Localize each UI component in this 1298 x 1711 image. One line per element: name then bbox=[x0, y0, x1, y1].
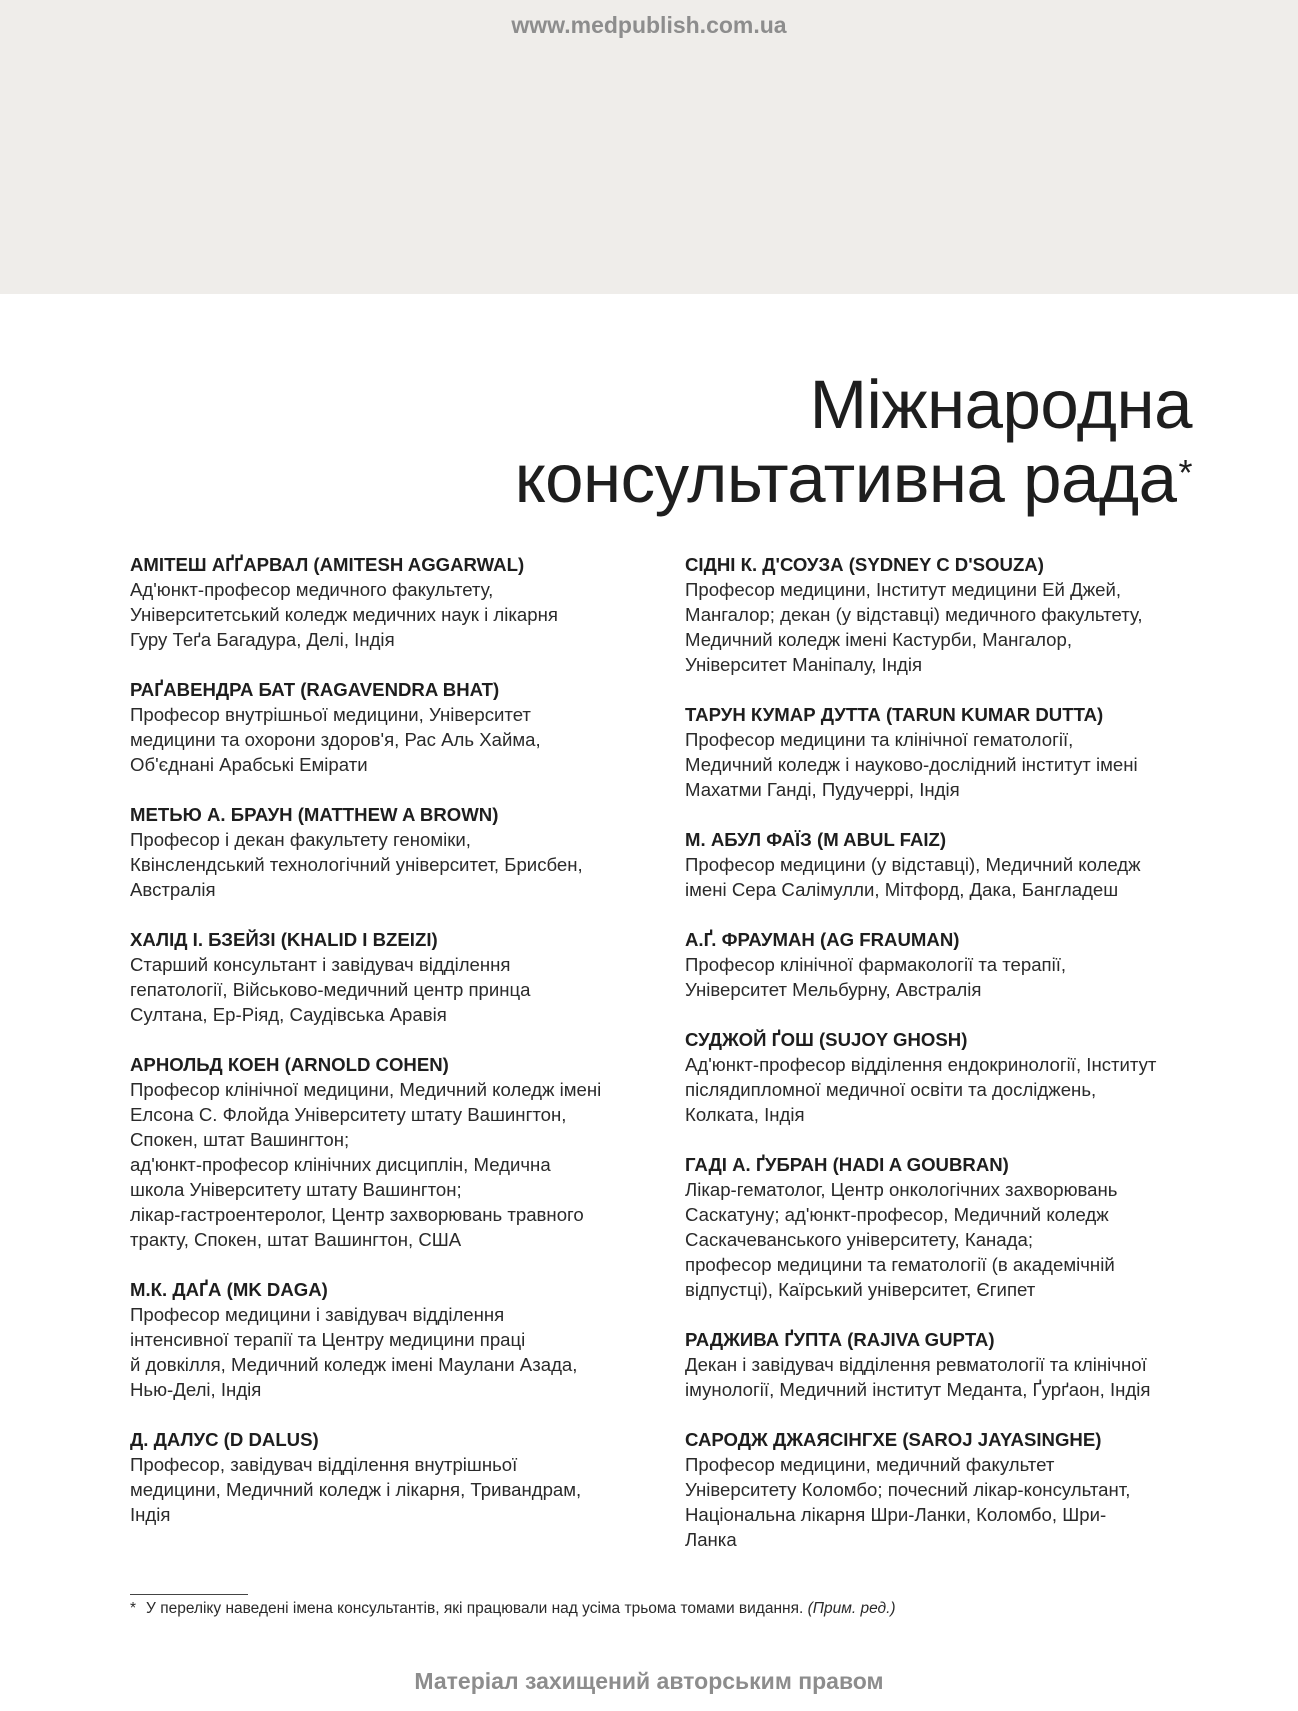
advisor-affiliation-line: Ад'юнкт-професор медичного факультету, bbox=[130, 579, 494, 600]
advisor-affiliation-line: медицини та охорони здоров'я, Рас Аль Хайма, bbox=[130, 729, 541, 750]
advisor-affiliation-line: Лікар-гематолог, Центр онкологічних захворювань bbox=[685, 1179, 1118, 1200]
advisor-name: РАҐАВЕНДРА БАТ (RAGAVENDRA BHAT) bbox=[130, 679, 500, 700]
advisor-name: Д. ДАЛУС (D DALUS) bbox=[130, 1429, 319, 1450]
advisor-affiliation-line: Квінслендський технологічний університет, Брисбен, bbox=[130, 854, 583, 875]
advisor-entry bbox=[685, 1327, 1195, 1402]
advisor-affiliation-line: імені Сера Салімулли, Мітфорд, Дака, Бангладеш bbox=[685, 879, 1119, 900]
advisor-affiliation-line: Університет Маніпалу, Індія bbox=[685, 654, 923, 675]
advisor-name: АМІТЕШ АҐҐАРВАЛ (AMITESH AGGARWAL) bbox=[130, 554, 525, 575]
advisor-affiliation-line: післядипломної медичної освіти та досліджень, bbox=[685, 1079, 1097, 1100]
advisors-column-left bbox=[130, 552, 660, 1552]
advisor-affiliation-line: тракту, Спокен, штат Вашингтон, США bbox=[130, 1229, 462, 1250]
advisor-affiliation-line: Султана, Ер-Ріяд, Саудівська Аравія bbox=[130, 1004, 447, 1025]
advisor-name: САРОДЖ ДЖАЯСІНГХЕ (SAROJ JAYASINGHE) bbox=[685, 1429, 1102, 1450]
advisor-affiliation-line: Університетський коледж медичних наук і лікарня bbox=[130, 604, 558, 625]
advisor-affiliation-line: Професор і декан факультету геноміки, bbox=[130, 829, 471, 850]
advisor-affiliation-line: Професор медицини та клінічної гематології, bbox=[685, 729, 1074, 750]
advisor-affiliation-line: Університет Мельбурну, Австралія bbox=[685, 979, 982, 1000]
header-band bbox=[0, 0, 1298, 294]
advisor-entry bbox=[130, 1052, 660, 1252]
advisor-entry bbox=[130, 552, 660, 652]
footnote-text: У переліку наведені імена консультантів, які працювали над усіма трьома томами видання. bbox=[146, 1600, 804, 1617]
advisor-entry bbox=[130, 1427, 660, 1527]
advisor-affiliation-line: Нью-Делі, Індія bbox=[130, 1379, 262, 1400]
title-line-1: Міжнародна bbox=[809, 366, 1192, 443]
advisor-name: АРНОЛЬД КОЕН (ARNOLD COHEN) bbox=[130, 1054, 449, 1075]
advisor-affiliation-line: ад'юнкт-професор клінічних дисциплін, Медична bbox=[130, 1154, 551, 1175]
footnote-editor-note: (Прим. ред.) bbox=[807, 1600, 896, 1617]
advisor-affiliation-line: Професор внутрішньої медицини, Університет bbox=[130, 704, 531, 725]
advisor-affiliation-line: відпустці), Каїрський університет, Єгипет bbox=[685, 1279, 1036, 1300]
title-footnote-mark: * bbox=[1178, 452, 1192, 493]
advisor-affiliation-line: Національна лікарня Шри-Ланки, Коломбо, Шри- bbox=[685, 1504, 1107, 1525]
footnote-divider bbox=[130, 1594, 248, 1595]
advisor-affiliation-line: Саскачеванського університету, Канада; bbox=[685, 1229, 1033, 1250]
advisor-name: СІДНІ К. Д'СОУЗА (SYDNEY C D'SOUZA) bbox=[685, 554, 1044, 575]
advisor-affiliation-line: школа Університету штату Вашингтон; bbox=[130, 1179, 462, 1200]
advisor-affiliation-line: Гуру Теґа Багадура, Делі, Індія bbox=[130, 629, 395, 650]
advisor-name: СУДЖОЙ ҐОШ (SUJOY GHOSH) bbox=[685, 1029, 968, 1050]
advisor-affiliation-line: Старший консультант і завідувач відділення bbox=[130, 954, 511, 975]
advisor-entry bbox=[685, 702, 1195, 802]
advisor-affiliation-line: Медичний коледж імені Кастурби, Мангалор, bbox=[685, 629, 1073, 650]
advisor-name: М. АБУЛ ФАЇЗ (M ABUL FAIZ) bbox=[685, 829, 947, 850]
copyright-notice: Матеріал захищений авторським правом bbox=[414, 1668, 884, 1694]
advisor-affiliation-line: медицини, Медичний коледж і лікарня, Тривандрам, bbox=[130, 1479, 582, 1500]
advisor-entry bbox=[685, 1027, 1195, 1127]
title-line-2: консультативна рада bbox=[514, 440, 1177, 517]
advisor-entry bbox=[685, 552, 1195, 677]
advisor-affiliation-line: Професор медицини (у відставці), Медичний коледж bbox=[685, 854, 1141, 875]
advisor-affiliation-line: інтенсивної терапії та Центру медицини праці bbox=[130, 1329, 526, 1350]
site-url[interactable]: www.medpublish.com.ua bbox=[511, 12, 787, 38]
advisor-affiliation-line: Медичний коледж і науково-дослідний інститут імені bbox=[685, 754, 1138, 775]
advisor-entry bbox=[130, 1277, 660, 1402]
advisor-affiliation-line: Декан і завідувач відділення ревматології та клінічної bbox=[685, 1354, 1147, 1375]
advisor-affiliation-line: Професор медицини і завідувач відділення bbox=[130, 1304, 505, 1325]
advisor-entry bbox=[685, 827, 1195, 902]
advisor-name: А.Ґ. ФРАУМАН (AG FRAUMAN) bbox=[685, 929, 960, 950]
advisor-entry bbox=[130, 927, 660, 1027]
advisor-affiliation-line: Мангалор; декан (у відставці) медичного факультету, bbox=[685, 604, 1143, 625]
advisor-affiliation-line: Спокен, штат Вашингтон; bbox=[130, 1129, 350, 1150]
footnote bbox=[130, 1600, 896, 1618]
advisor-name: ТАРУН КУМАР ДУТТА (TARUN KUMAR DUTTA) bbox=[685, 704, 1104, 725]
advisor-affiliation-line: Професор клінічної фармакології та терапії, bbox=[685, 954, 1067, 975]
advisor-affiliation-line: Саскатуну; ад'юнкт-професор, Медичний коледж bbox=[685, 1204, 1109, 1225]
advisor-name: М.К. ДАҐА (MK DAGA) bbox=[130, 1279, 328, 1300]
advisor-entry bbox=[685, 1427, 1195, 1552]
advisors-column-right bbox=[685, 552, 1195, 1577]
advisor-affiliation-line: Об'єднані Арабські Емірати bbox=[130, 754, 368, 775]
advisor-entry bbox=[130, 802, 660, 902]
advisor-affiliation-line: Австралія bbox=[130, 879, 216, 900]
advisor-affiliation-line: Професор медицини, медичний факультет bbox=[685, 1454, 1055, 1475]
advisor-affiliation-line: лікар-гастроентеролог, Центр захворювань травного bbox=[130, 1204, 584, 1225]
advisor-entry bbox=[130, 677, 660, 777]
advisor-affiliation-line: Елсона С. Флойда Університету штату Вашингтон, bbox=[130, 1104, 567, 1125]
footnote-mark: * bbox=[130, 1600, 137, 1617]
advisor-affiliation-line: гепатології, Військово-медичний центр принца bbox=[130, 979, 531, 1000]
advisor-affiliation-line: Махатми Ганді, Пудучеррі, Індія bbox=[685, 779, 960, 800]
advisor-name: ГАДІ А. ҐУБРАН (HADI A GOUBRAN) bbox=[685, 1154, 1009, 1175]
advisor-affiliation-line: Індія bbox=[130, 1504, 171, 1525]
advisor-affiliation-line: Ланка bbox=[685, 1529, 737, 1550]
advisor-affiliation-line: Професор, завідувач відділення внутрішньої bbox=[130, 1454, 518, 1475]
advisor-name: РАДЖИВА ҐУПТА (RAJIVA GUPTA) bbox=[685, 1329, 995, 1350]
advisor-affiliation-line: Професор медицини, Інститут медицини Ей Джей, bbox=[685, 579, 1122, 600]
advisor-name: МЕТЬЮ А. БРАУН (MATTHEW A BROWN) bbox=[130, 804, 499, 825]
advisor-affiliation-line: Професор клінічної медицини, Медичний коледж імені bbox=[130, 1079, 602, 1100]
advisor-affiliation-line: Університету Коломбо; почесний лікар-консультант, bbox=[685, 1479, 1131, 1500]
advisor-affiliation-line: професор медицини та гематології (в академічній bbox=[685, 1254, 1115, 1275]
page-title bbox=[515, 368, 1192, 516]
advisor-affiliation-line: імунології, Медичний інститут Меданта, Ґурґаон, Індія bbox=[685, 1379, 1151, 1400]
advisor-name: ХАЛІД І. БЗЕЙЗІ (KHALID I BZEIZI) bbox=[130, 929, 438, 950]
advisor-entry bbox=[685, 927, 1195, 1002]
advisor-affiliation-line: Ад'юнкт-професор відділення ендокринології, Інститут bbox=[685, 1054, 1157, 1075]
advisor-affiliation-line: й довкілля, Медичний коледж імені Маулани Азада, bbox=[130, 1354, 578, 1375]
advisor-entry bbox=[685, 1152, 1195, 1302]
advisor-affiliation-line: Колката, Індія bbox=[685, 1104, 805, 1125]
